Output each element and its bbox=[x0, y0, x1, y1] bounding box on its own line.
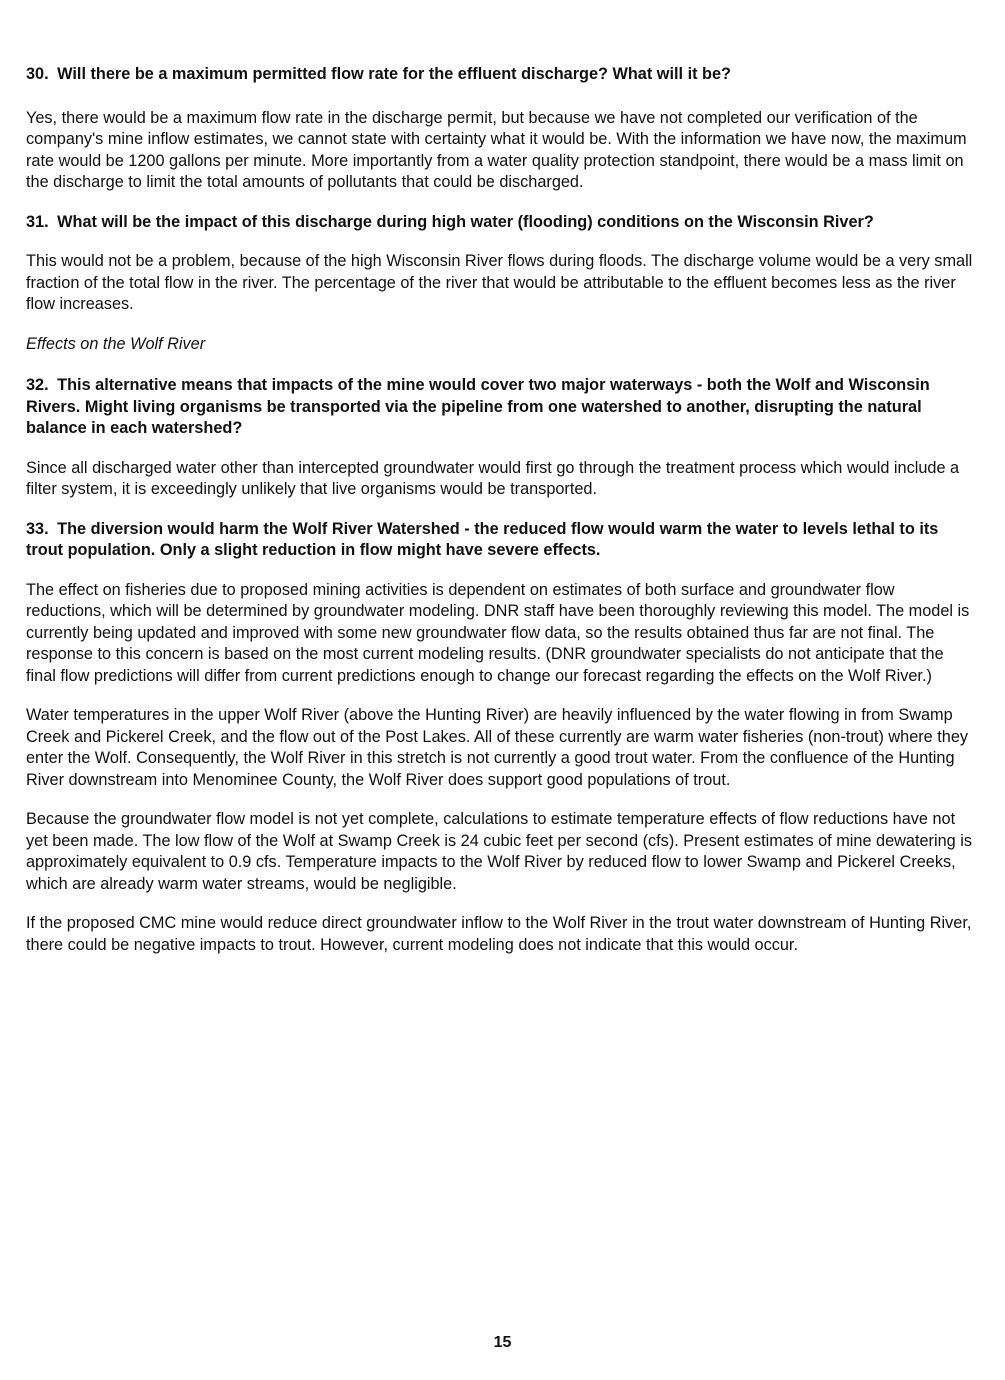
page-number: 15 bbox=[493, 1334, 512, 1351]
question-30 bbox=[26, 64, 978, 86]
section-heading: Effects on the Wolf River bbox=[26, 334, 206, 353]
question-text: The diversion would harm the Wolf River Watershed - the reduced flow would warm the water to levels lethal to its trout population. Only a slight reduction in flow might have severe effects. bbox=[26, 519, 939, 559]
answer-paragraph: Since all discharged water other than intercepted groundwater would first go through the treatment process which would include a filter system, it is exceedingly unlikely that live organisms would be transported. bbox=[26, 458, 960, 498]
question-text: This alternative means that impacts of the mine would cover two major waterways - both the Wolf and Wisconsin Rivers. Might living organisms be transported via the pipeline from one watershed to another, disrupting the natural balance in each watershed? bbox=[26, 376, 930, 437]
question-number: 31. bbox=[26, 212, 49, 231]
answer-paragraph: Yes, there would be a maximum flow rate in the discharge permit, but because we have not completed our verification of the company's mine inflow estimates, we cannot state with certainty what it would be. With the information we have now, the maximum rate would be 1200 gallons per minute. More importantly from a water quality protection standpoint, there would be a mass limit on the discharge to limit the total amounts of pollutants that could be discharged. bbox=[26, 108, 967, 191]
answer-paragraph: The effect on fisheries due to proposed mining activities is dependent on estimates of both surface and groundwater flow reductions, which will be determined by groundwater modeling. DNR staff have been thoroughly reviewing this model. The model is currently being updated and improved with some new groundwater flow data, so the results obtained thus far are not final. The response to this concern is based on the most current modeling results. (DNR groundwater specialists do not anticipate that the final flow predictions will differ from current predictions enough to change our forecast regarding the effects on the Wolf River.) bbox=[26, 580, 970, 685]
question-number: 33. bbox=[26, 519, 49, 538]
question-number: 32. bbox=[26, 376, 49, 394]
question-text: Will there be a maximum permitted flow rate for the effluent discharge? What will it be? bbox=[57, 65, 731, 83]
question-text: What will be the impact of this discharge during high water (flooding) conditions on the Wisconsin River? bbox=[57, 212, 874, 231]
document-page bbox=[26, 64, 978, 974]
answer-paragraph: Water temperatures in the upper Wolf River (above the Hunting River) are heavily influenced by the water flowing in from Swamp Creek and Pickerel Creek, and the flow out of the Post Lakes. All of these currently are warm water fisheries (non-trout) where they enter the Wolf. Consequently, the Wolf River in this stretch is not currently a good trout water. From the confluence of the Hunting River downstream into Menominee County, the Wolf River does support good populations of trout. bbox=[26, 706, 969, 789]
question-33 bbox=[26, 519, 978, 562]
answer-paragraph: Because the groundwater flow model is not yet complete, calculations to estimate temperature effects of flow reductions have not yet been made. The low flow of the Wolf at Swamp Creek is 24 cubic feet per second (cfs). Present estimates of mine dewatering is approximately equivalent to 0.9 cfs. Temperature impacts to the Wolf River by reduced flow to lower Swamp and Pickerel Creeks, which are already warm water streams, would be negligible. bbox=[26, 810, 972, 893]
answer-paragraph: If the proposed CMC mine would reduce direct groundwater inflow to the Wolf River in the trout water downstream of Hunting River, there could be negative impacts to trout. However, current modeling does not indicate that this would occur. bbox=[26, 914, 972, 954]
question-31 bbox=[26, 212, 978, 234]
question-32 bbox=[26, 375, 978, 440]
answer-paragraph: This would not be a problem, because of the high Wisconsin River flows during floods. The discharge volume would be a very small fraction of the total flow in the river. The percentage of the river that would be attributable to the effluent becomes less as the river flow increases. bbox=[26, 252, 973, 313]
question-number: 30. bbox=[26, 65, 49, 83]
